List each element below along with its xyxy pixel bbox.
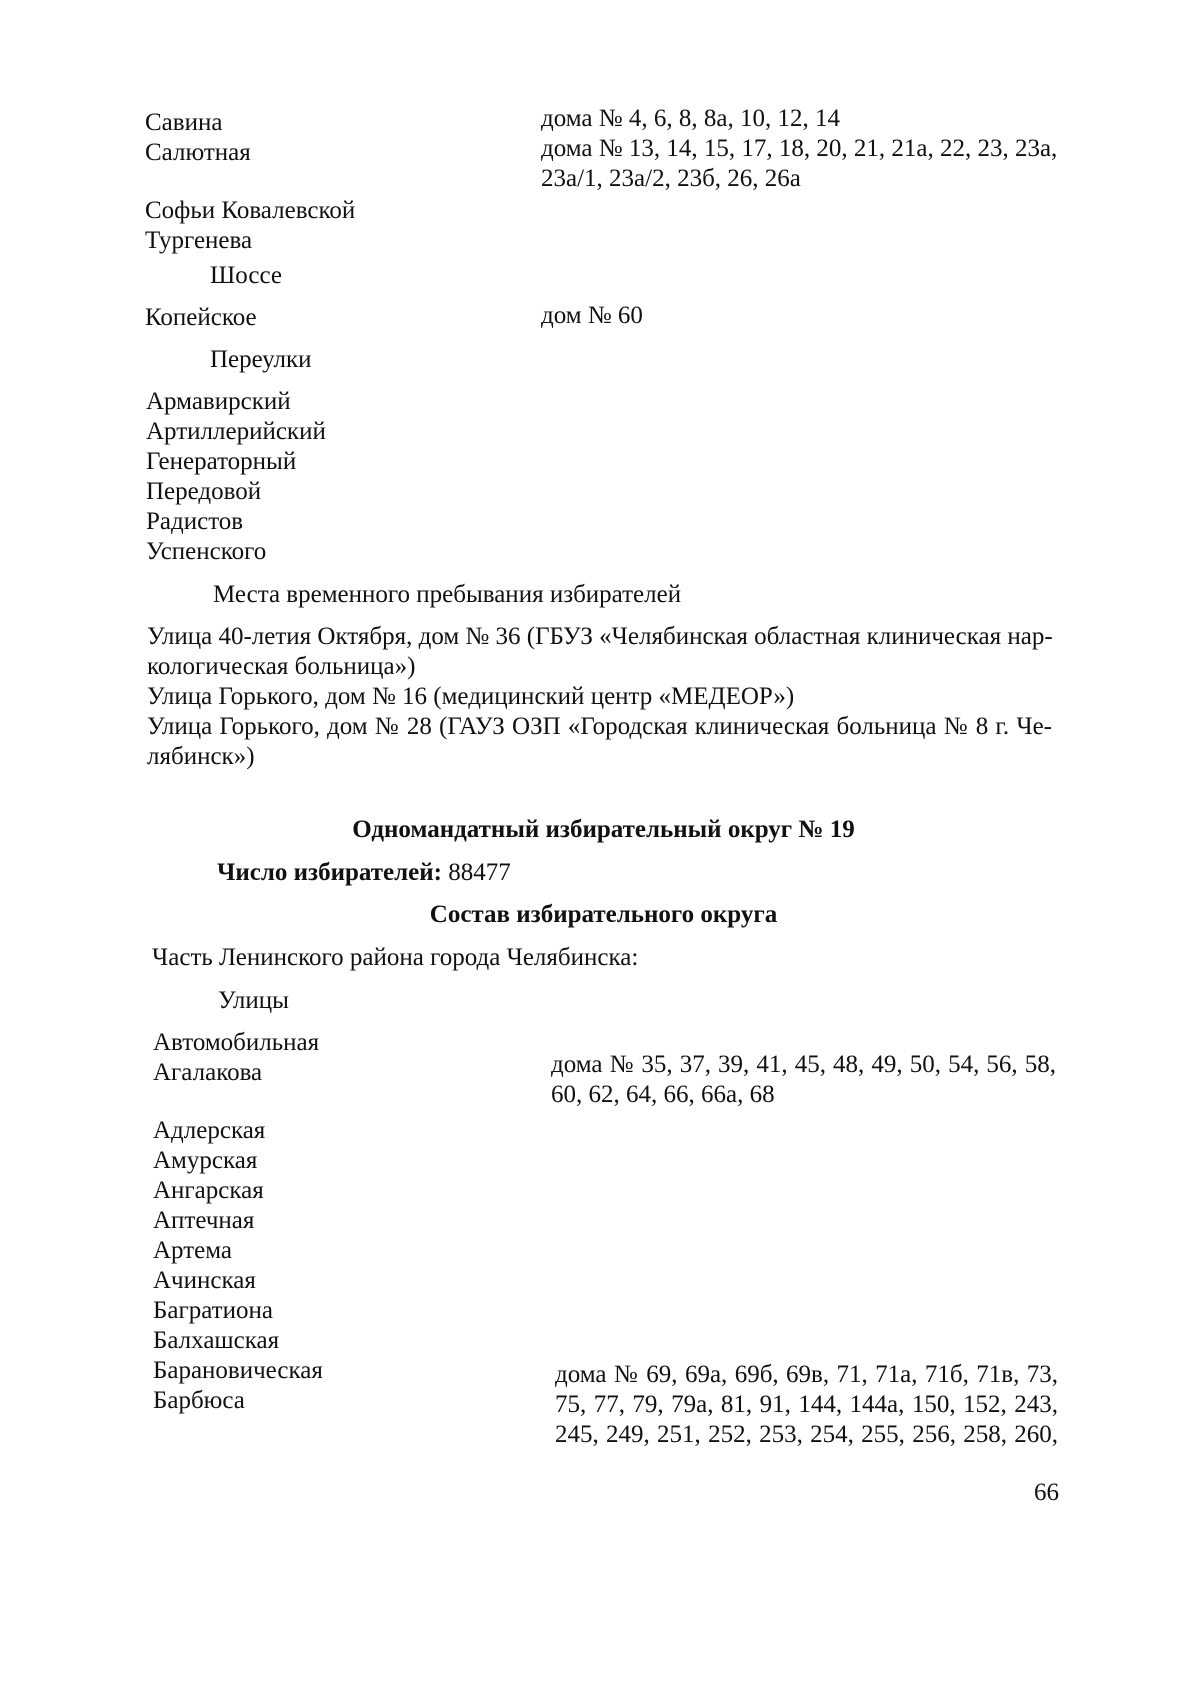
houses-barbyusa	[555, 1360, 1058, 1450]
lane-name: Армавирский	[146, 388, 291, 415]
temp-place-line: Улица Горького, дом № 16 (медицинский центр «МЕДЕОР»)	[147, 683, 795, 710]
houses-agalakova	[551, 1050, 1056, 1110]
houses-line: дома № 69, 69а, 69б, 69в, 71, 71а, 71б, 71в, 73,	[555, 1361, 1058, 1388]
street-name: Барановическая	[153, 1357, 323, 1384]
houses-line: 75, 77, 79, 79а, 81, 91, 144, 144а, 150, 152, 243,	[555, 1391, 1058, 1418]
street-name: Балхашская	[153, 1327, 280, 1354]
houses-line: дома № 13, 14, 15, 17, 18, 20, 21, 21а, 22, 23, 23а,	[541, 135, 1058, 162]
houses-line: дом № 60	[541, 302, 643, 329]
temp-place-line: Улица 40-летия Октября, дом № 36 (ГБУЗ «Челябинская областная клиническая нар-	[147, 623, 1053, 650]
street-name: Агалакова	[153, 1059, 263, 1086]
houses-line: 60, 62, 64, 66, 66а, 68	[551, 1081, 775, 1108]
voters-label: Число избирателей:	[217, 859, 442, 886]
houses-line: 245, 249, 251, 252, 253, 254, 255, 256, 258, 260,	[555, 1421, 1058, 1448]
street-name: Тургенева	[145, 227, 253, 254]
street-name: Барбюса	[153, 1387, 245, 1414]
street-name: Амурская	[153, 1147, 258, 1174]
section-heading-streets: Улицы	[218, 987, 289, 1014]
section-heading-highways: Шоссе	[210, 262, 282, 289]
houses-line: 23а/1, 23а/2, 23б, 26, 26а	[541, 165, 801, 192]
lanes-list	[146, 387, 326, 567]
district-area: Часть Ленинского района города Челябинска:	[152, 944, 639, 971]
houses-line: дома № 35, 37, 39, 41, 45, 48, 49, 50, 54, 56, 58,	[551, 1051, 1056, 1078]
houses-a	[541, 104, 1058, 194]
lane-name: Генераторный	[146, 448, 297, 475]
street-name: Артема	[153, 1237, 232, 1264]
voters-value: 88477	[448, 859, 511, 886]
street-names-b	[153, 1028, 323, 1416]
temp-place-line: лябинск»)	[147, 743, 255, 770]
lane-name: Артиллерийский	[146, 418, 326, 445]
voters-count	[217, 858, 511, 888]
section-heading-temp-places: Места временного пребывания избирателей	[213, 581, 682, 608]
temp-place-line: кологическая больница»)	[147, 653, 416, 680]
lane-name: Успенского	[146, 538, 267, 565]
lane-name: Радистов	[146, 508, 244, 535]
street-name: Автомобильная	[153, 1029, 320, 1056]
street-name: Ачинская	[153, 1267, 256, 1294]
district-title: Одномандатный избирательный округ № 19	[352, 816, 855, 843]
street-name: Аптечная	[153, 1207, 255, 1234]
street-name: Багратиона	[153, 1297, 273, 1324]
street-name: Савина	[145, 109, 223, 136]
street-name: Софьи Ковалевской	[145, 197, 356, 224]
temp-places-list	[147, 622, 1052, 772]
composition-title: Состав избирательного округа	[429, 901, 778, 928]
section-heading-lanes: Переулки	[210, 346, 312, 373]
street-name: Адлерская	[153, 1117, 266, 1144]
street-name: Ангарская	[153, 1177, 264, 1204]
temp-place-line: Улица Горького, дом № 28 (ГАУЗ ОЗП «Городская клиническая больница № 8 г. Че-	[147, 713, 1052, 740]
street-names-a	[145, 108, 355, 256]
street-name: Копейское	[145, 304, 257, 331]
houses-line: дома № 4, 6, 8, 8а, 10, 12, 14	[541, 105, 840, 132]
street-name: Салютная	[145, 139, 251, 166]
page-number: 66	[1034, 1479, 1059, 1506]
lane-name: Передовой	[146, 478, 262, 505]
